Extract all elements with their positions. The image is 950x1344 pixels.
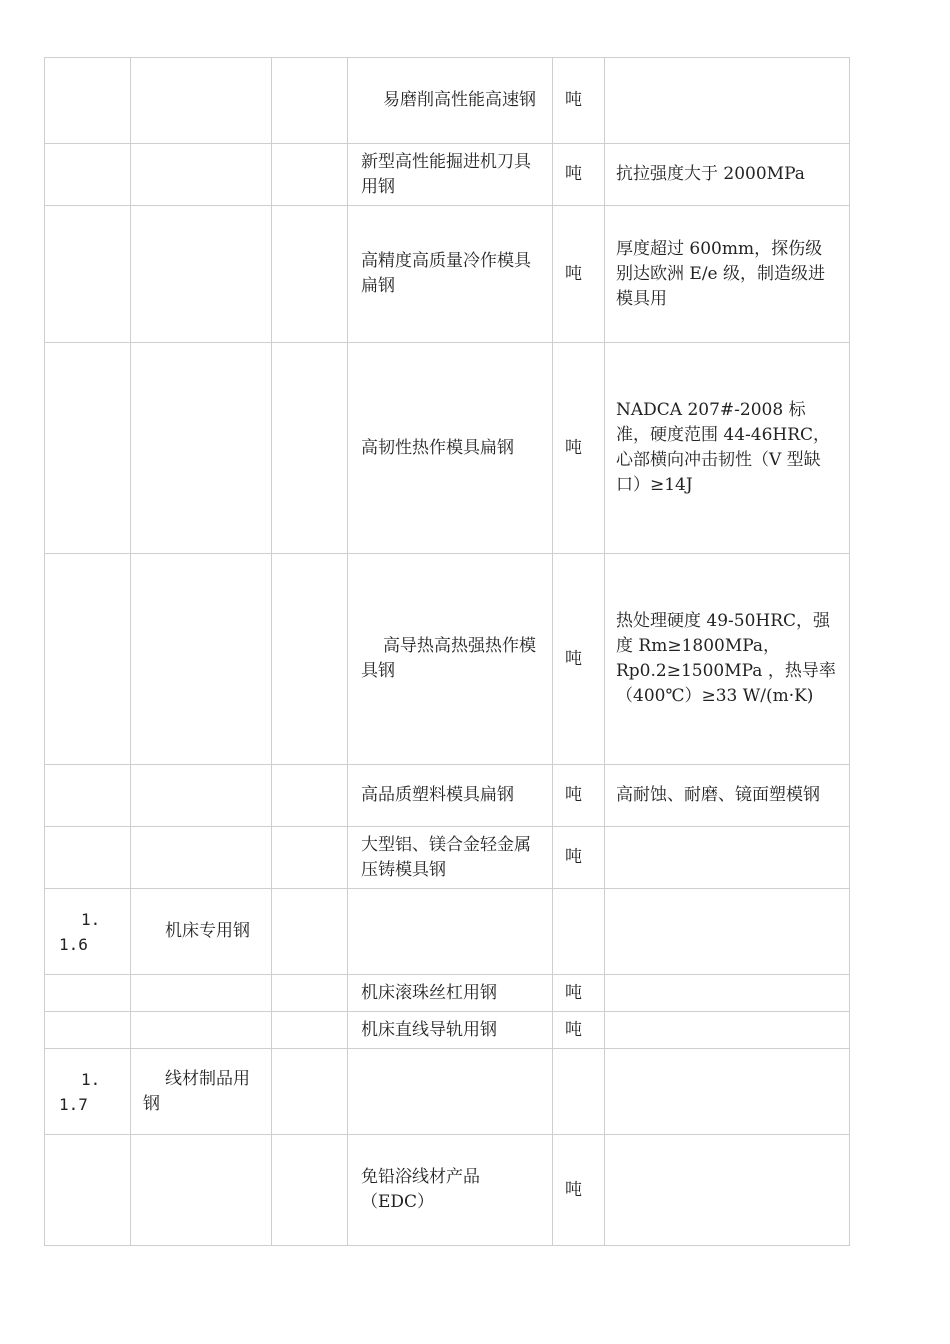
cell-sub bbox=[272, 554, 348, 765]
cell-requirement bbox=[605, 1012, 850, 1049]
cell-sub bbox=[272, 343, 348, 554]
cell-name: 易磨削高性能高速钢 bbox=[348, 58, 553, 144]
cell-num bbox=[45, 975, 131, 1012]
cell-requirement: 热处理硬度 49-50HRC，强度 Rm≥1800MPa，Rp0.2≥1500MPa ，热导率（400℃）≥33 W/(m·K) bbox=[605, 554, 850, 765]
cell-name: 机床直线导轨用钢 bbox=[348, 1012, 553, 1049]
cell-category bbox=[131, 343, 272, 554]
cell-unit: 吨 bbox=[553, 1012, 605, 1049]
cell-sub bbox=[272, 1012, 348, 1049]
cell-num bbox=[45, 889, 131, 975]
cell-requirement: 厚度超过 600mm，探伤级别达欧洲 E/e 级，制造级进模具用 bbox=[605, 206, 850, 343]
cell-name: 高品质塑料模具扁钢 bbox=[348, 765, 553, 827]
table-row bbox=[45, 58, 850, 144]
cell-name: 高导热高热强热作模具钢 bbox=[348, 554, 553, 765]
cell-num bbox=[45, 1049, 131, 1135]
section-number-prefix: 1. bbox=[81, 1069, 101, 1089]
cell-category bbox=[131, 206, 272, 343]
cell-unit: 吨 bbox=[553, 58, 605, 144]
cell-requirement bbox=[605, 975, 850, 1012]
section-number: 1.7 bbox=[59, 1094, 88, 1114]
cell-sub bbox=[272, 1135, 348, 1246]
cell-unit: 吨 bbox=[553, 144, 605, 206]
table-row bbox=[45, 343, 850, 554]
cell-sub bbox=[272, 1049, 348, 1135]
section-number-prefix: 1. bbox=[81, 909, 101, 929]
cell-category bbox=[131, 1012, 272, 1049]
cell-requirement bbox=[605, 1135, 850, 1246]
cell-name: 免铅浴线材产品 （EDC） bbox=[348, 1135, 553, 1246]
table-row bbox=[45, 1012, 850, 1049]
table-row bbox=[45, 827, 850, 889]
cell-num bbox=[45, 1012, 131, 1049]
table-row bbox=[45, 554, 850, 765]
cell-num bbox=[45, 144, 131, 206]
cell-sub bbox=[272, 765, 348, 827]
cell-name bbox=[348, 889, 553, 975]
section-row bbox=[45, 1049, 850, 1135]
cell-sub bbox=[272, 58, 348, 144]
cell-num bbox=[45, 554, 131, 765]
table-row bbox=[45, 206, 850, 343]
cell-unit: 吨 bbox=[553, 975, 605, 1012]
cell-requirement bbox=[605, 827, 850, 889]
table-row bbox=[45, 765, 850, 827]
cell-category bbox=[131, 144, 272, 206]
cell-category bbox=[131, 58, 272, 144]
cell-unit: 吨 bbox=[553, 827, 605, 889]
cell-category bbox=[131, 975, 272, 1012]
cell-category bbox=[131, 1135, 272, 1246]
cell-requirement: 高耐蚀、耐磨、镜面塑模钢 bbox=[605, 765, 850, 827]
cell-sub bbox=[272, 975, 348, 1012]
cell-unit: 吨 bbox=[553, 206, 605, 343]
cell-num bbox=[45, 827, 131, 889]
cell-num bbox=[45, 206, 131, 343]
cell-category: 机床专用钢 bbox=[131, 889, 272, 975]
cell-num bbox=[45, 765, 131, 827]
cell-sub bbox=[272, 206, 348, 343]
table-row bbox=[45, 975, 850, 1012]
cell-requirement bbox=[605, 889, 850, 975]
cell-num bbox=[45, 58, 131, 144]
cell-requirement: NADCA 207#-2008 标准，硬度范围 44-46HRC，心部横向冲击韧性（V 型缺口）≥14J bbox=[605, 343, 850, 554]
cell-sub bbox=[272, 827, 348, 889]
cell-requirement bbox=[605, 1049, 850, 1135]
cell-sub bbox=[272, 889, 348, 975]
cell-unit: 吨 bbox=[553, 554, 605, 765]
cell-category: 线材制品用钢 bbox=[131, 1049, 272, 1135]
section-row bbox=[45, 889, 850, 975]
cell-name bbox=[348, 1049, 553, 1135]
cell-unit: 吨 bbox=[553, 1135, 605, 1246]
cell-name: 高韧性热作模具扁钢 bbox=[348, 343, 553, 554]
cell-name: 高精度高质量冷作模具扁钢 bbox=[348, 206, 553, 343]
cell-unit: 吨 bbox=[553, 765, 605, 827]
cell-unit bbox=[553, 889, 605, 975]
cell-num bbox=[45, 1135, 131, 1246]
cell-name: 机床滚珠丝杠用钢 bbox=[348, 975, 553, 1012]
section-number: 1.6 bbox=[59, 934, 88, 954]
cell-sub bbox=[272, 144, 348, 206]
cell-requirement: 抗拉强度大于 2000MPa bbox=[605, 144, 850, 206]
table-row bbox=[45, 144, 850, 206]
spec-table bbox=[44, 57, 850, 1246]
cell-category bbox=[131, 765, 272, 827]
cell-unit: 吨 bbox=[553, 343, 605, 554]
cell-category bbox=[131, 554, 272, 765]
cell-unit bbox=[553, 1049, 605, 1135]
cell-name: 大型铝、镁合金轻金属压铸模具钢 bbox=[348, 827, 553, 889]
cell-name: 新型高性能掘进机刀具用钢 bbox=[348, 144, 553, 206]
cell-category bbox=[131, 827, 272, 889]
cell-num bbox=[45, 343, 131, 554]
table-row bbox=[45, 1135, 850, 1246]
cell-requirement bbox=[605, 58, 850, 144]
